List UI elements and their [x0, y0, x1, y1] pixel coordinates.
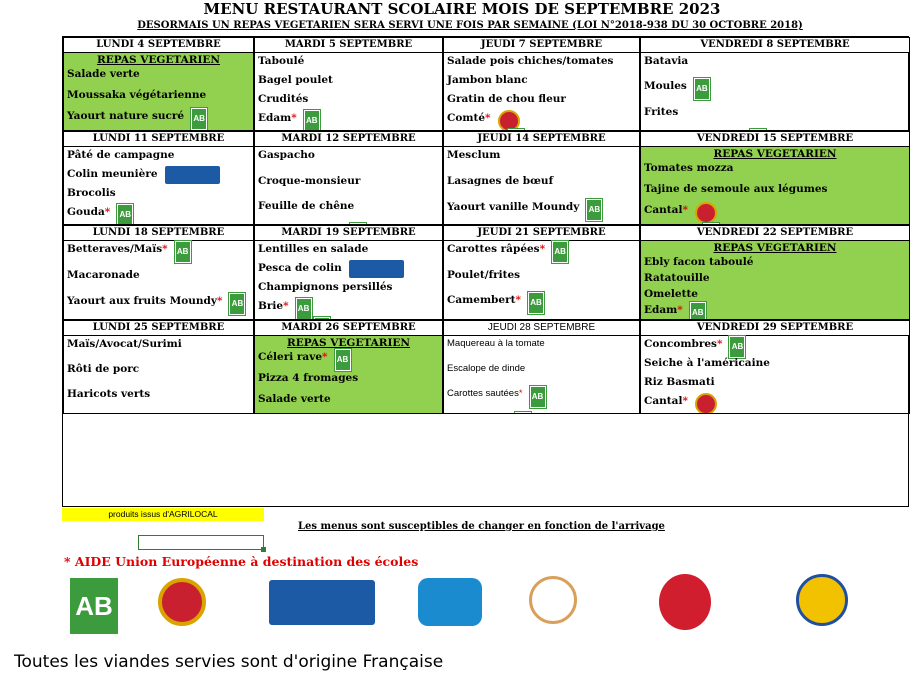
menu-item: [447, 112, 491, 124]
menu-day-cell: [443, 225, 640, 319]
menu-item: [644, 162, 733, 174]
menu-item: [258, 262, 342, 274]
menu-day-cell: [63, 320, 254, 414]
fill-handle[interactable]: [261, 547, 266, 552]
day-menu-body: [64, 241, 253, 318]
menu-item: [258, 175, 360, 187]
menu-item-text: Macaronade: [67, 269, 140, 282]
organic-ab-icon: AB: [694, 78, 710, 100]
menu-day-cell: [254, 131, 443, 225]
menu-item-text: Crudités: [258, 93, 309, 105]
menu-day-cell: [443, 320, 640, 414]
menu-item-text: Salade pois chiches/tomates: [447, 55, 614, 67]
menu-item: [258, 300, 289, 312]
menu-item: [258, 243, 368, 255]
menu-item: [67, 149, 174, 161]
day-header: MARDI 19 SEPTEMBRE: [255, 226, 442, 241]
eu-aid-star: *: [283, 300, 289, 313]
menu-item-text: Lentilles en salade: [258, 243, 369, 256]
menu-item-text: Riz Basmati: [644, 375, 715, 388]
menu-item-text: Frites: [644, 105, 679, 118]
msc-logo: [269, 580, 375, 625]
day-menu-body: [444, 241, 639, 318]
day-header: JEUDI 7 SEPTEMBRE: [444, 38, 639, 53]
menu-item-text: Escalope de dinde: [447, 362, 526, 374]
day-menu-body: [641, 53, 909, 130]
eu-aid-star: *: [291, 112, 297, 124]
menu-item: [644, 357, 770, 369]
menu-item: [644, 338, 722, 350]
menu-item-text: Taboulé: [258, 55, 305, 67]
menu-item-text: Gouda: [67, 206, 105, 219]
agrilocal-legend: produits issus d'AGRILOCAL: [62, 508, 264, 521]
menu-item: [644, 80, 687, 92]
day-menu-body: [255, 336, 442, 413]
vegetarian-banner: REPAS VEGETARIEN: [713, 148, 837, 161]
eu-aid-star: *: [518, 388, 523, 400]
aop-icon: [695, 202, 717, 224]
menu-item: [258, 372, 358, 384]
day-menu-body: [64, 147, 253, 224]
day-header: JEUDI 14 SEPTEMBRE: [444, 132, 639, 147]
menu-day-cell: [443, 131, 640, 225]
msc-icon: [165, 166, 220, 184]
eu-aid-star: *: [677, 303, 683, 316]
organic-ab-icon: AB: [229, 293, 245, 315]
label-logos: [62, 570, 922, 640]
menu-day-cell: [640, 37, 910, 131]
day-header: MARDI 5 SEPTEMBRE: [255, 38, 442, 53]
menu-item-text: Moules: [644, 80, 687, 93]
menu-item-text: Betteraves/Maïs: [67, 243, 163, 256]
menu-item: [644, 272, 710, 284]
menu-item: [67, 295, 222, 307]
page-title: MENU RESTAURANT SCOLAIRE MOIS DE SEPTEMBRE 2023: [203, 0, 721, 18]
eu-aid-star: *: [682, 394, 688, 407]
menu-item: [447, 149, 500, 161]
day-menu-body: [641, 241, 909, 318]
day-menu-body: [255, 147, 442, 224]
menu-grid: [62, 36, 909, 507]
menu-item: [447, 175, 553, 187]
menu-item-text: Tomates mozza: [644, 162, 734, 175]
organic-ab-icon: AB: [304, 110, 320, 131]
menu-item-text: Edam: [644, 303, 678, 316]
menu-item-text: Brocolis: [67, 187, 116, 200]
day-header: VENDREDI 8 SEPTEMBRE: [641, 38, 909, 53]
day-menu-body: [641, 336, 909, 413]
menu-item-text: Edam: [258, 112, 292, 124]
menu-item: [644, 256, 753, 268]
menu-item-text: Omelette: [644, 287, 698, 300]
eu-aid-star: *: [322, 350, 328, 363]
aop-icon: [498, 110, 520, 131]
menu-item-text: Mesclum: [447, 149, 501, 162]
menu-item-text: Moussaka végétarienne: [67, 89, 207, 101]
menu-item-text: Gaspacho: [258, 149, 315, 162]
menu-item: [447, 55, 613, 67]
menu-item: [447, 338, 545, 349]
organic-ab-icon: AB: [191, 108, 207, 130]
menu-item-text: Feuille de chêne: [258, 199, 355, 212]
agriculture-biologique-logo: AB: [70, 578, 118, 634]
menu-item-text: Pâté de campagne: [67, 149, 175, 162]
day-menu-body: [255, 241, 442, 318]
menu-item: [67, 243, 168, 255]
vegetarian-banner: REPAS VEGETARIEN: [97, 54, 220, 66]
organic-ab-icon: AB: [729, 336, 745, 358]
day-header: VENDREDI 15 SEPTEMBRE: [641, 132, 909, 147]
menu-day-cell: [640, 320, 910, 414]
day-header: LUNDI 11 SEPTEMBRE: [64, 132, 253, 147]
menu-item: [258, 112, 297, 124]
menu-item: [447, 363, 525, 374]
menu-item: [644, 288, 698, 300]
menu-item-text: Colin meunière: [67, 168, 158, 181]
menu-item: [447, 388, 523, 399]
menu-day-cell: [640, 131, 910, 225]
day-header: JEUDI 21 SEPTEMBRE: [444, 226, 639, 241]
change-note: Les menus sont susceptibles de changer en fonction de l'arrivage: [298, 521, 665, 532]
menu-item-text: Bagel poulet: [258, 74, 333, 86]
day-menu-body: [444, 147, 639, 224]
menu-day-cell: [63, 131, 254, 225]
menu-day-cell: [443, 37, 640, 131]
menu-item-text: Camembert: [447, 294, 516, 307]
menu-item: [258, 351, 328, 363]
menu-item: [644, 106, 678, 118]
menu-item: [644, 204, 688, 216]
menu-item: [258, 200, 354, 212]
menu-day-cell: [640, 225, 910, 319]
organic-ab-icon: AB: [335, 349, 351, 371]
menu-item: [258, 393, 331, 405]
day-menu-body: [641, 147, 909, 224]
organic-ab-icon: AB: [296, 298, 312, 319]
eu-aid-star: *: [485, 112, 491, 124]
menu-item: [67, 89, 206, 101]
menu-item-text: Maïs/Avocat/Surimi: [67, 337, 182, 350]
menu-item-text: Carottes sautées: [447, 388, 519, 400]
menu-item-text: Haricots verts: [67, 388, 151, 401]
page-subtitle: DESORMAIS UN REPAS VEGETARIEN SERA SERVI UNE FOIS PAR SEMAINE (LOI N°2018-938 DU 30 OCTOBRE 2018): [137, 20, 803, 31]
organic-ab-icon: AB: [117, 204, 133, 225]
day-header: VENDREDI 29 SEPTEMBRE: [641, 321, 909, 336]
menu-item-text: Yaourt nature sucré: [67, 110, 185, 122]
menu-item: [67, 363, 139, 375]
menu-item: [644, 304, 683, 316]
menu-item-text: Maquereau à la tomate: [447, 337, 545, 349]
produit-du-terroir-logo: [529, 576, 577, 624]
menu-item: [67, 68, 140, 80]
organic-ab-icon: AB: [530, 386, 546, 408]
msc-icon: [349, 260, 404, 278]
eu-aid-star: *: [104, 206, 111, 219]
menu-item-text: Pesca de colin: [258, 262, 342, 275]
menu-item-text: Salade verte: [67, 68, 140, 80]
menu-item-text: Concombres: [644, 337, 717, 350]
aop-icon: [695, 393, 717, 414]
menu-item-text: Seiche à l'américaine: [644, 356, 770, 369]
menu-item: [67, 388, 150, 400]
menu-item: [67, 338, 182, 350]
menu-item: [258, 281, 392, 293]
menu-item-text: Cantal: [644, 394, 683, 407]
menu-item: [258, 74, 333, 86]
eu-aid-star: *: [162, 243, 168, 256]
menu-item-text: Jambon blanc: [447, 74, 528, 86]
menu-item: [447, 269, 520, 281]
day-header: VENDREDI 22 SEPTEMBRE: [641, 226, 909, 241]
day-header: LUNDI 25 SEPTEMBRE: [64, 321, 253, 336]
footer-note: Toutes les viandes servies sont d'origine Française: [14, 652, 444, 672]
menu-item-text: Poulet/frites: [447, 268, 521, 281]
menu-item-text: Ebly facon taboulé: [644, 256, 754, 269]
day-header: MARDI 26 SEPTEMBRE: [255, 321, 442, 336]
vegetarian-banner: REPAS VEGETARIEN: [713, 242, 837, 255]
organic-ab-icon: AB: [528, 292, 544, 314]
menu-item: [258, 55, 304, 67]
menu-day-cell: [254, 320, 443, 414]
menu-item: [644, 55, 688, 67]
menu-item-text: Rôti de porc: [67, 362, 140, 375]
menu-item-text: Carottes râpées: [447, 243, 540, 256]
menu-item: [447, 201, 579, 213]
menu-item: [447, 74, 528, 86]
day-menu-body: [64, 53, 253, 130]
bleu-blanc-coeur-logo: [418, 578, 482, 626]
cell-selection-box[interactable]: [138, 535, 264, 550]
menu-day-cell: [254, 225, 443, 319]
menu-item-text: Yaourt aux fruits Moundy: [67, 295, 217, 308]
vegetarian-banner: REPAS VEGETARIEN: [287, 336, 410, 349]
day-header: JEUDI 28 SEPTEMBRE: [444, 321, 639, 336]
day-header: LUNDI 18 SEPTEMBRE: [64, 226, 253, 241]
eu-aid-star: *: [716, 337, 723, 350]
menu-item-text: Gratin de chou fleur: [447, 93, 566, 105]
menu-item-text: Céleri rave: [258, 350, 322, 363]
menu-item-text: Champignons persillés: [258, 281, 393, 294]
day-header: LUNDI 4 SEPTEMBRE: [64, 38, 253, 53]
menu-item-text: Lasagnes de bœuf: [447, 175, 554, 188]
day-menu-body: [444, 336, 639, 413]
organic-ab-icon: AB: [690, 302, 706, 320]
menu-item: [67, 110, 184, 122]
menu-item-text: Brie: [258, 300, 284, 313]
day-menu-body: [255, 53, 442, 130]
eu-aid-star: *: [216, 295, 223, 308]
menu-day-cell: [63, 37, 254, 131]
menu-item-text: Tajine de semoule aux légumes: [644, 183, 828, 196]
menu-item: [447, 294, 521, 306]
menu-item-text: Ratatouille: [644, 272, 710, 285]
menu-item: [258, 93, 308, 105]
menu-item: [258, 149, 315, 161]
organic-ab-icon: AB: [552, 241, 568, 263]
organic-ab-icon: [515, 412, 531, 414]
menu-item-text: Cantal: [644, 204, 683, 217]
eu-aid-star: *: [682, 204, 688, 217]
menu-item: [67, 187, 116, 199]
menu-item-text: Pizza 4 fromages: [258, 371, 359, 384]
menu-day-cell: [254, 37, 443, 131]
igp-logo: [796, 574, 848, 626]
menu-item: [644, 395, 688, 407]
menu-item-text: Salade verte: [258, 392, 331, 405]
menu-item: [67, 269, 140, 281]
eu-aid-star: *: [539, 243, 546, 256]
day-header: MARDI 12 SEPTEMBRE: [255, 132, 442, 147]
organic-ab-icon: AB: [586, 199, 602, 221]
organic-ab-icon: AB: [175, 241, 191, 263]
menu-item-text: Croque-monsieur: [258, 174, 361, 187]
menu-item: [67, 206, 110, 218]
eu-aid-star: *: [515, 294, 521, 307]
label-rouge-logo: [659, 574, 711, 630]
menu-item-text: Batavia: [644, 55, 689, 67]
menu-item: [447, 243, 545, 255]
menu-item-text: Comté: [447, 112, 486, 124]
day-menu-body: [444, 53, 639, 130]
eu-aid-note: * AIDE Union Européenne à destination des écoles: [64, 554, 419, 569]
day-menu-body: [64, 336, 253, 413]
menu-item: [644, 376, 715, 388]
menu-day-cell: [63, 225, 254, 319]
menu-item: [644, 183, 827, 195]
menu-item-text: Yaourt vanille Moundy: [447, 201, 580, 214]
aop-logo: [158, 578, 206, 626]
menu-item: [67, 168, 158, 180]
menu-item: [447, 93, 566, 105]
